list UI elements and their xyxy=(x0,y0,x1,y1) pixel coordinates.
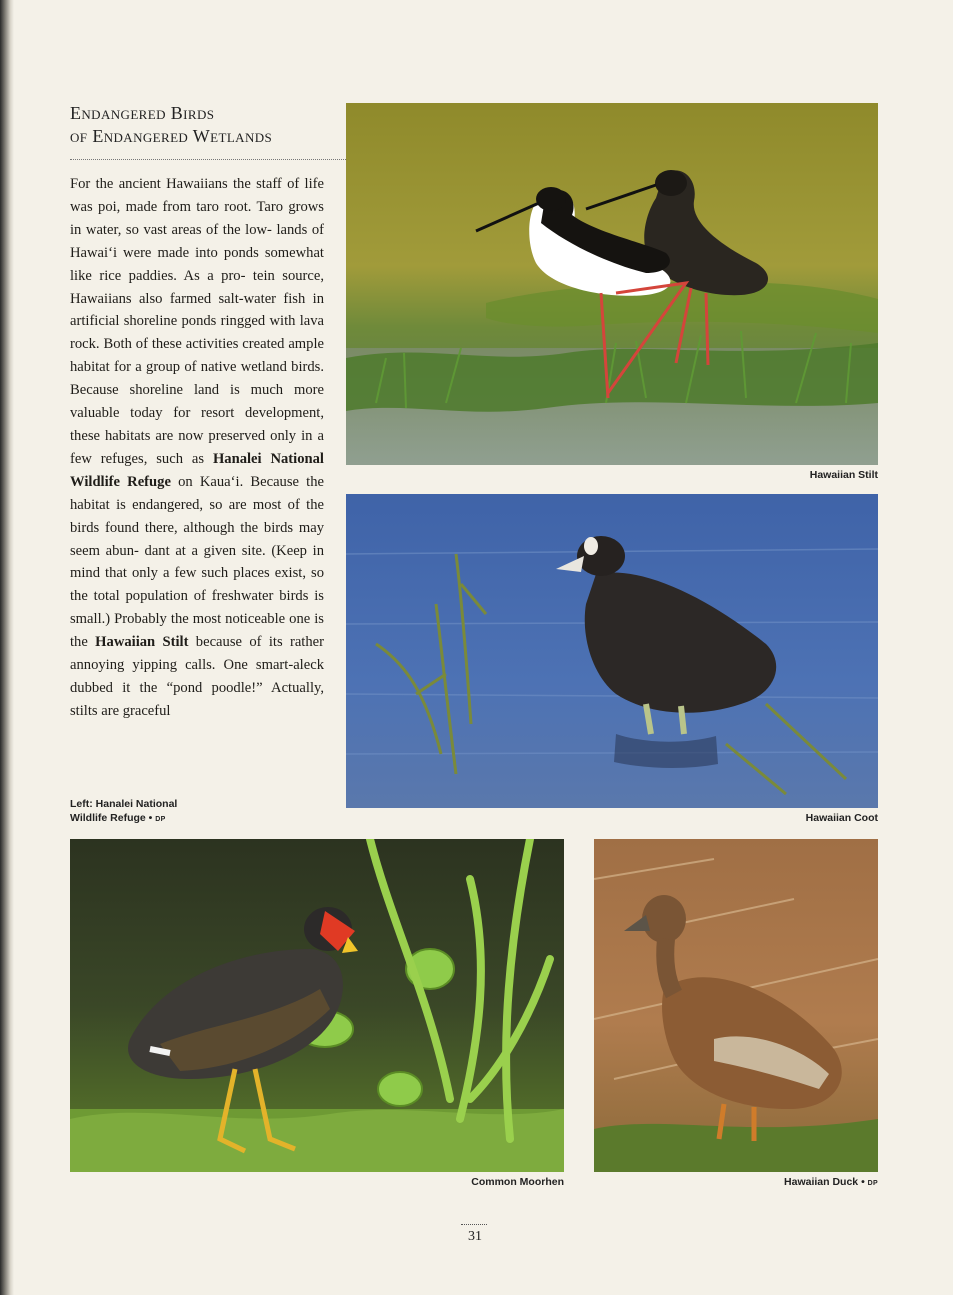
left-caption-separator: • xyxy=(145,812,156,824)
left-caption-credit: DP xyxy=(155,816,166,823)
common-moorhen-photo xyxy=(70,839,564,1172)
heading-dotted-rule xyxy=(70,159,346,160)
body-text-part-2: on Kaua‘i. Because the habitat is endangered, so are most of the birds found there, although the birds may seem abun- dant at a given site. (Keep in mind that only a few such places exist, so the total population of freshwater birds is small.) Probably the most noticeable one is the xyxy=(70,473,324,651)
left-caption xyxy=(70,797,270,827)
hawaiian-stilt-photo xyxy=(346,103,878,465)
section-heading xyxy=(70,102,340,148)
hawaiian-duck-photo xyxy=(594,839,878,1172)
hawaiian-coot-image xyxy=(346,494,878,808)
left-caption-place: Wildlife Refuge xyxy=(70,812,146,824)
common-moorhen-image xyxy=(70,839,564,1172)
body-text-part-1: For the ancient Hawaiians the staff of life was poi, made from taro root. Taro grows in water, so vast areas of the low- lands of Hawai‘i were made into ponds somewhat like rice paddies. As a pro- tein source, Hawaiians also farmed salt-water fish in artificial shoreline ponds ringged with lava rock. Both of these activities created ample habitat for a group of native wetland birds. Because shoreline land is much more valuable today for resort development, these habitats are now preserved only in a few refuges, such as xyxy=(70,176,324,467)
body-paragraph xyxy=(70,173,324,723)
coot-caption: Hawaiian Coot xyxy=(805,812,878,824)
left-caption-line-1: Left: Hanalei National xyxy=(70,798,178,810)
duck-caption-text: Hawaiian Duck xyxy=(784,1176,859,1188)
duck-caption-credit: DP xyxy=(867,1180,878,1187)
hawaiian-stilt-image xyxy=(346,103,878,465)
heading-line-2: of Endangered Wetlands xyxy=(70,126,273,146)
body-text-part-3: because of its rather annoying yipping calls. One smart-aleck dubbed it the “pond poodle!” Actually, stilts are graceful xyxy=(70,634,324,719)
page-gutter-shadow xyxy=(0,0,14,1295)
heading-line-1: Endangered Birds xyxy=(70,103,215,123)
left-caption-line-2 xyxy=(70,811,270,827)
stilt-caption: Hawaiian Stilt xyxy=(809,469,878,481)
duck-caption xyxy=(700,1176,878,1188)
body-bold-stilt: Hawaiian Stilt xyxy=(95,634,189,651)
hawaiian-coot-photo xyxy=(346,494,878,808)
page-number: 31 xyxy=(468,1229,482,1244)
moorhen-caption: Common Moorhen xyxy=(471,1176,564,1188)
duck-caption-separator: • xyxy=(858,1176,868,1188)
page-number-dots xyxy=(461,1224,487,1225)
hawaiian-duck-image xyxy=(594,839,878,1172)
body-bold-refuge: Hanalei National Wildlife Refuge xyxy=(70,450,324,490)
